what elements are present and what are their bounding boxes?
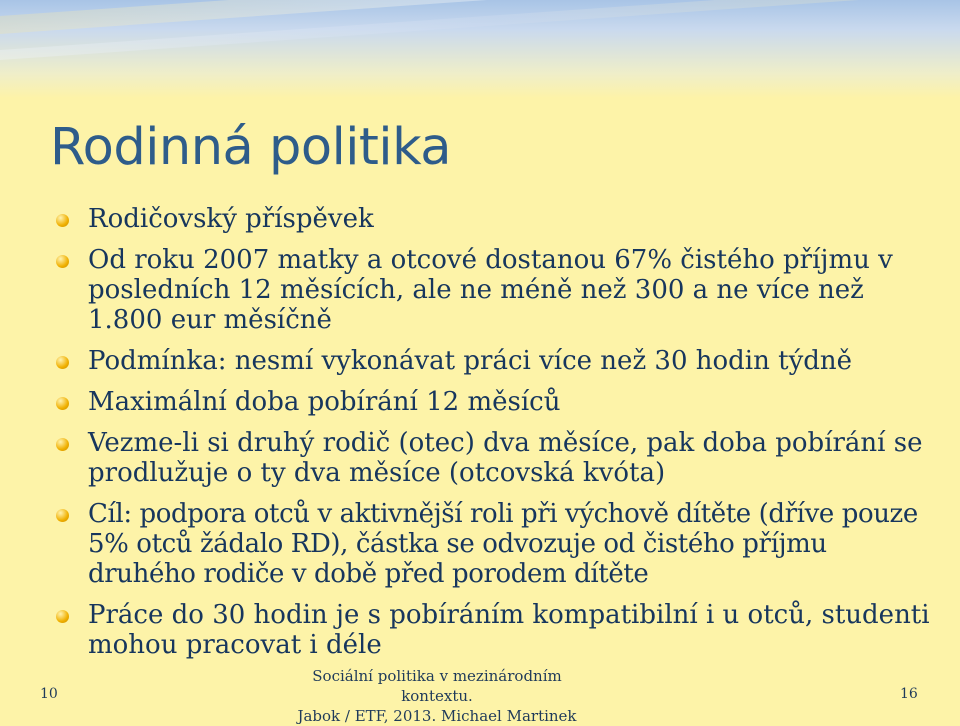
- bullet-text: Cíl: podpora otců v aktivnější roli při výchově dítěte (dříve pouze 5% otců žádalo RD), částka se odvozuje od čistého příjmu druhého rodiče v době před porodem dítěte: [88, 499, 918, 589]
- bullet-text: Rodičovský příspěvek: [88, 204, 374, 234]
- bullet-item: [56, 346, 936, 376]
- bullet-item: [56, 204, 936, 234]
- bullet-list: [56, 204, 936, 671]
- bullet-item: [56, 387, 936, 417]
- bullet-icon: [56, 255, 69, 268]
- bullet-icon: [56, 214, 69, 227]
- bullet-text: Práce do 30 hodin je s pobíráním kompatibilní i u otců, studenti mohou pracovat i déle: [88, 600, 930, 660]
- bullet-item: [56, 428, 936, 488]
- bullet-icon: [56, 397, 69, 410]
- footer-line-2: Jabok / ETF, 2013. Michael Martinek: [297, 707, 577, 725]
- slide-title: Rodinná politika: [50, 118, 451, 177]
- bullet-item: [56, 245, 936, 335]
- bullet-icon: [56, 438, 69, 451]
- bullet-icon: [56, 610, 69, 623]
- slide-number-left: 10: [40, 686, 58, 702]
- slide-footer: [0, 664, 960, 725]
- bullet-item: [56, 600, 936, 660]
- bullet-text: Maximální doba pobírání 12 měsíců: [88, 387, 561, 417]
- bullet-item: [56, 499, 936, 589]
- decorative-header-band: [0, 0, 960, 98]
- bullet-text: Vezme-li si druhý rodič (otec) dva měsíce, pak doba pobírání se prodlužuje o ty dva měsíce (otcovská kvóta): [88, 428, 923, 488]
- slide-number-right: 16: [900, 686, 918, 702]
- bullet-icon: [56, 356, 69, 369]
- footer-line-1: Sociální politika v mezinárodním kontextu.: [312, 667, 562, 705]
- footer-citation: [277, 666, 597, 726]
- bullet-icon: [56, 509, 69, 522]
- bullet-text: Podmínka: nesmí vykonávat práci více než 30 hodin týdně: [88, 346, 853, 376]
- bullet-text: Od roku 2007 matky a otcové dostanou 67% čistého příjmu v posledních 12 měsících, ale ne méně než 300 a ne více než 1.800 eur měsíčně: [88, 245, 893, 335]
